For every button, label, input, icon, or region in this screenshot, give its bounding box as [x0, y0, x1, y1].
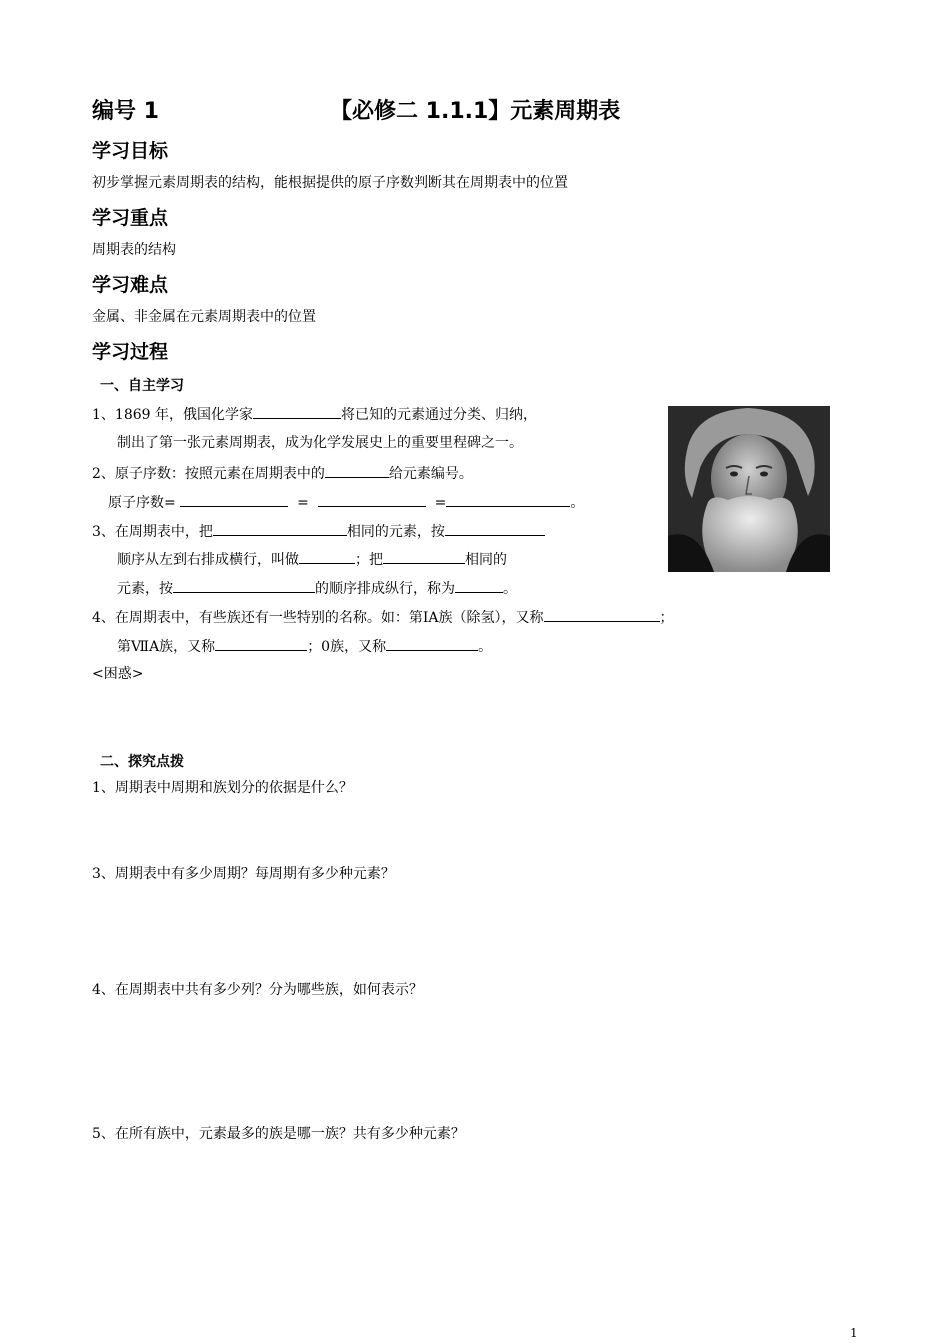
q3-line3	[117, 577, 517, 599]
page-number: 1	[850, 1326, 858, 1340]
answer-blank[interactable]	[544, 606, 660, 622]
mendeleev-portrait-image	[668, 406, 830, 572]
q3-text-a: 3、在周期表中，把	[92, 524, 213, 540]
q4-text-b: ；	[659, 610, 674, 626]
q3-text-b: 相同的元素，按	[346, 524, 445, 540]
portrait-drawing	[668, 406, 830, 572]
objectives-text: 初步掌握元素周期表的结构，能根据提供的原子序数判断其在周期表中的位置	[92, 175, 568, 191]
q4-line1	[92, 606, 674, 628]
explore-heading: 二、探究点拨	[100, 754, 184, 770]
q3-line2	[117, 548, 507, 570]
answer-blank[interactable]	[213, 520, 347, 536]
confusion-label: <困惑>	[92, 666, 144, 682]
q1-line2: 制出了第一张元素周期表，成为化学发展史上的重要里程碑之一。	[117, 435, 523, 451]
q3-text-h: 。	[503, 581, 517, 597]
self-study-heading: 一、自主学习	[100, 378, 184, 394]
q1-text-a: 1、1869 年，俄国化学家	[92, 407, 253, 423]
q3-text-g: 的顺序排成纵行，称为	[315, 581, 455, 597]
answer-blank[interactable]	[446, 491, 570, 507]
q4-line2	[117, 635, 492, 657]
q4-text-a: 4、在周期表中，有些族还有一些特别的名称。如：第ⅠA族（除氢），又称	[92, 610, 544, 626]
objectives-heading: 学习目标	[92, 140, 169, 162]
doc-title: 【必修二 1.1.1】元素周期表	[330, 99, 621, 124]
q2-text-end: 。	[570, 495, 585, 511]
q3-text-f: 元素，按	[117, 581, 173, 597]
process-heading: 学习过程	[92, 341, 169, 363]
doc-code: 编号 1	[92, 99, 159, 124]
answer-blank[interactable]	[180, 491, 288, 507]
q4-text-c: 第ⅦA族，又称	[117, 639, 216, 655]
q4-text-d: ；0族，又称	[307, 639, 387, 655]
q2-text-b: 给元素编号。	[388, 466, 473, 482]
equals-sign: =	[434, 495, 447, 511]
equals-sign: =	[297, 495, 309, 511]
answer-blank[interactable]	[445, 520, 545, 536]
key-points-heading: 学习重点	[92, 207, 169, 229]
key-points-text: 周期表的结构	[92, 242, 176, 258]
answer-blank[interactable]	[383, 548, 465, 564]
q2-text-a: 2、原子序数：按照元素在周期表中的	[92, 466, 325, 482]
explore-question-3: 3、周期表中有多少周期？每周期有多少种元素？	[92, 866, 395, 882]
q3-text-c: 顺序从左到右排成横行，叫做	[117, 552, 299, 568]
explore-question-5: 5、在所有族中，元素最多的族是哪一族？共有多少种元素？	[92, 1126, 465, 1142]
q2-line2	[108, 491, 584, 513]
q3-text-e: 相同的	[465, 552, 507, 568]
q3-text-d: ；把	[355, 552, 383, 568]
difficulties-heading: 学习难点	[92, 274, 169, 296]
q2-line1	[92, 462, 473, 484]
answer-blank[interactable]	[325, 462, 389, 478]
q1-text-b: 将已知的元素通过分类、归纳，	[341, 407, 537, 423]
answer-blank[interactable]	[299, 548, 355, 564]
answer-blank[interactable]	[215, 635, 307, 651]
answer-blank[interactable]	[253, 403, 341, 419]
answer-blank[interactable]	[318, 491, 426, 507]
difficulties-text: 金属、非金属在元素周期表中的位置	[92, 309, 316, 325]
explore-question-1: 1、周期表中周期和族划分的依据是什么？	[92, 780, 353, 796]
answer-blank[interactable]	[455, 577, 503, 593]
q1-line1	[92, 403, 537, 425]
answer-blank[interactable]	[173, 577, 315, 593]
q4-text-e: 。	[478, 639, 493, 655]
q3-line1	[92, 520, 545, 542]
q2-text-c: 原子序数=	[108, 495, 176, 511]
explore-question-4: 4、在周期表中共有多少列？分为哪些族，如何表示？	[92, 982, 423, 998]
answer-blank[interactable]	[386, 635, 478, 651]
